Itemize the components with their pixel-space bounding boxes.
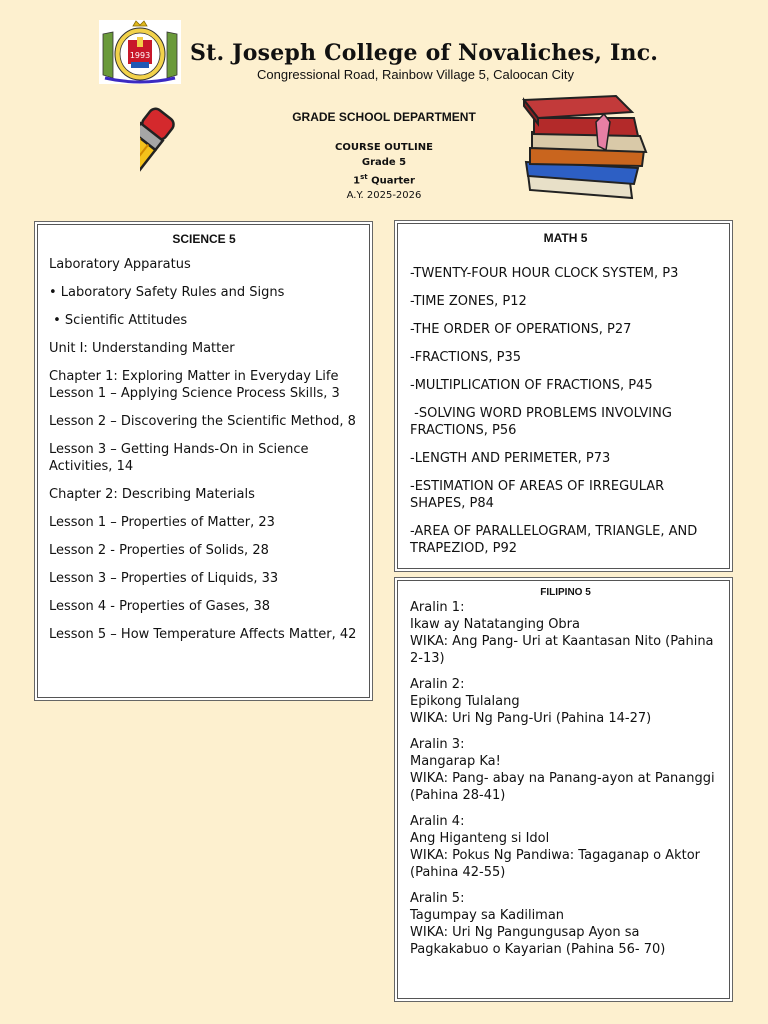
science-item: Laboratory Apparatus <box>49 257 191 272</box>
math-item: -TWENTY-FOUR HOUR CLOCK SYSTEM, P3 <box>410 266 679 281</box>
math-item: -MULTIPLICATION OF FRACTIONS, P45 <box>410 378 653 393</box>
math-item: -THE ORDER OF OPERATIONS, P27 <box>410 322 632 337</box>
science-5-panel <box>37 224 370 698</box>
science-item: Unit I: Understanding Matter <box>49 341 235 356</box>
filipino-5-panel <box>397 580 730 999</box>
course-outline-info <box>250 140 518 203</box>
books-clipart-icon <box>520 94 655 202</box>
filipino-item: Aralin 5: Tagumpay sa Kadiliman WIKA: Uri Ng Pangungusap Ayon sa Pagkakabuo o Kayarian (Pahina 56- 70) <box>410 891 666 957</box>
science-item: Chapter 1: Exploring Matter in Everyday Life Lesson 1 – Applying Science Process Skills, 3 <box>49 369 340 401</box>
math-item: -AREA OF PARALLELOGRAM, TRIANGLE, AND TRAPEZIOD, P92 <box>410 524 698 556</box>
math-item: -FRACTIONS, P35 <box>410 350 522 365</box>
math-5-panel <box>397 223 730 569</box>
quarter-label: 1st Quarter <box>353 173 415 187</box>
filipino-5-title: FILIPINO 5 <box>540 587 591 598</box>
science-item: Lesson 2 - Properties of Solids, 28 <box>49 543 269 558</box>
school-name: St. Joseph College of Novaliches, Inc. <box>190 40 659 66</box>
science-item: Lesson 3 – Getting Hands-On in Science Activities, 14 <box>49 442 309 474</box>
filipino-item: Aralin 4: Ang Higanteng si Idol WIKA: Pokus Ng Pandiwa: Tagaganap o Aktor (Pahina 42-55) <box>410 814 700 880</box>
pencil-clipart-icon <box>140 100 250 200</box>
grade-label: Grade 5 <box>361 157 407 168</box>
science-item: Lesson 4 - Properties of Gases, 38 <box>49 599 270 614</box>
department-heading: GRADE SCHOOL DEPARTMENT <box>292 110 476 124</box>
science-item: Lesson 3 – Properties of Liquids, 33 <box>49 571 279 586</box>
science-item: Lesson 5 – How Temperature Affects Matter, 42 <box>49 627 357 642</box>
document-title: COURSE OUTLINE <box>335 142 433 153</box>
science-item: • Scientific Attitudes <box>49 313 188 328</box>
math-item: -ESTIMATION OF AREAS OF IRREGULAR SHAPES, P84 <box>410 479 665 511</box>
filipino-item: Aralin 1: Ikaw ay Natatanging Obra WIKA: Ang Pang- Uri at Kaantasan Nito (Pahina 2-13) <box>410 600 714 666</box>
science-item: Lesson 2 – Discovering the Scientific Method, 8 <box>49 414 356 429</box>
science-5-title: SCIENCE 5 <box>172 232 236 246</box>
math-item: -SOLVING WORD PROBLEMS INVOLVING FRACTIONS, P56 <box>410 406 677 438</box>
school-address: Congressional Road, Rainbow Village 5, Caloocan City <box>257 67 574 82</box>
science-item: Lesson 1 – Properties of Matter, 23 <box>49 515 275 530</box>
math-item: -TIME ZONES, P12 <box>410 294 527 309</box>
filipino-item: Aralin 2: Epikong Tulalang WIKA: Uri Ng Pang-Uri (Pahina 14-27) <box>410 677 652 726</box>
science-item: • Laboratory Safety Rules and Signs <box>49 285 285 300</box>
svg-text:1993: 1993 <box>129 51 151 60</box>
science-item: Chapter 2: Describing Materials <box>49 487 255 502</box>
math-item: -LENGTH AND PERIMETER, P73 <box>410 451 611 466</box>
academic-year: A.Y. 2025-2026 <box>346 190 422 202</box>
math-5-title: MATH 5 <box>543 231 588 245</box>
school-seal-logo <box>99 20 181 84</box>
filipino-item: Aralin 3: Mangarap Ka! WIKA: Pang- abay na Panang-ayon at Pananggi (Pahina 28-41) <box>410 737 715 803</box>
